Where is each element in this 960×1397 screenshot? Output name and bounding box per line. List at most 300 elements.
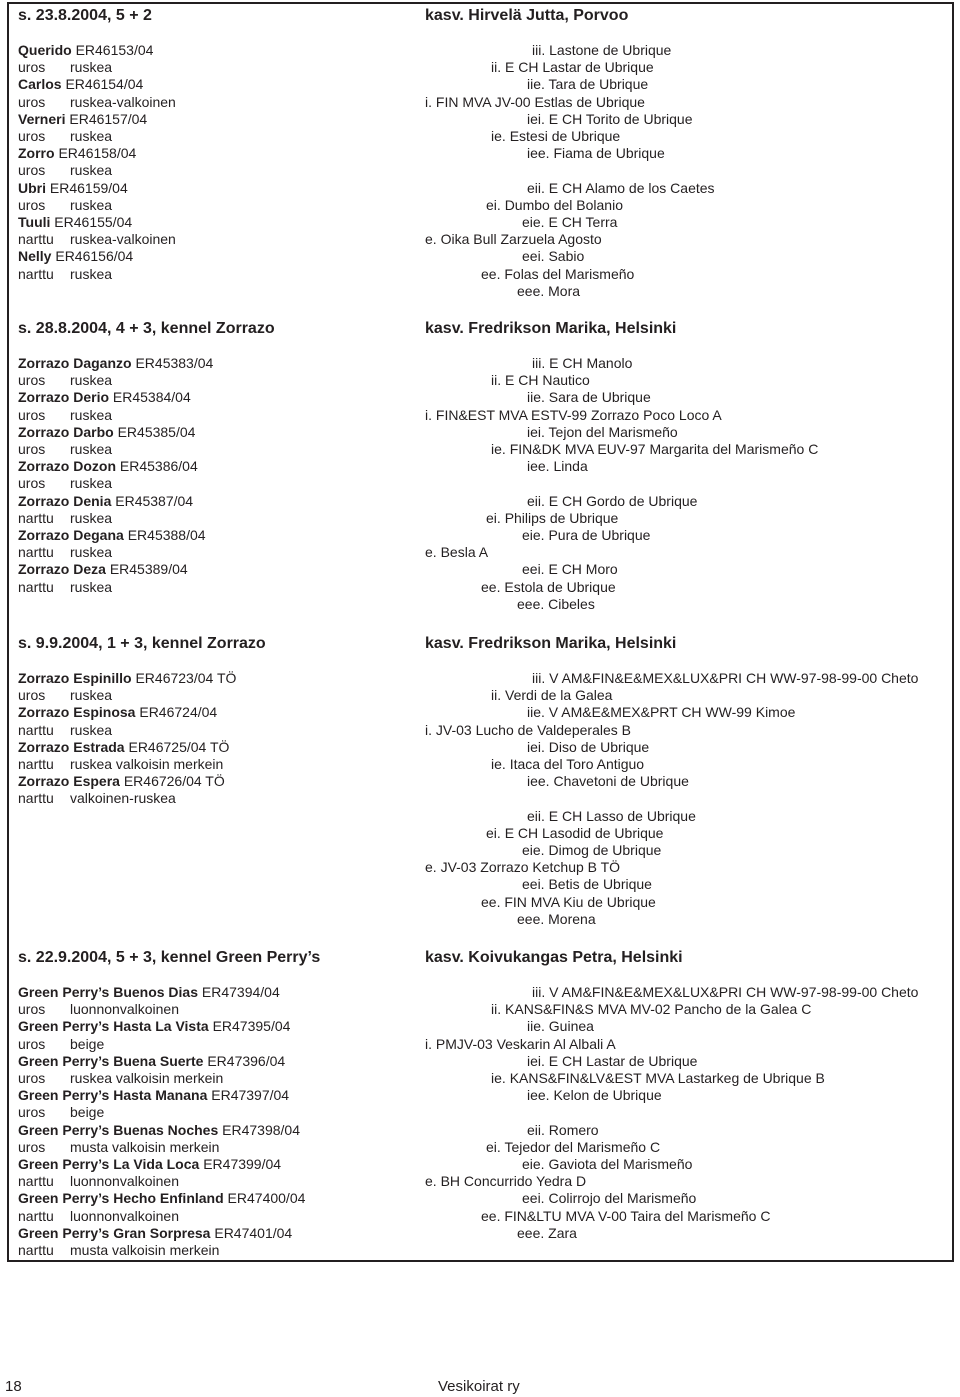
pedigree-entry xyxy=(527,1122,599,1139)
pedigree-position: eie. xyxy=(522,842,545,858)
litter-heading: s. 23.8.2004, 5 + 2 xyxy=(18,7,152,24)
pedigree-position: eie. xyxy=(522,527,545,543)
puppy-color: musta valkoisin merkein xyxy=(70,1138,220,1155)
pedigree-position: iii. xyxy=(532,355,546,371)
pedigree-position: iii. xyxy=(532,984,546,1000)
ancestor-name: Tejedor del Marismeño C xyxy=(504,1138,661,1155)
ancestor-name: Guinea xyxy=(548,1018,594,1035)
pedigree-entry xyxy=(491,756,644,773)
ancestor-name: V AM&E&MEX&PRT CH WW-99 Kimoe xyxy=(548,704,796,721)
puppy-details-line xyxy=(18,544,213,561)
puppy-details-line xyxy=(18,722,236,739)
puppy-sex: uros xyxy=(18,196,46,213)
puppy-reg-number: ER47400/04 xyxy=(227,1190,306,1207)
pedigree-position: iei. xyxy=(527,110,545,127)
puppy-reg-number: ER46157/04 xyxy=(69,110,148,127)
puppy-name: Green Perry’s Hasta La Vista xyxy=(18,1018,209,1035)
pedigree-entry xyxy=(425,1036,616,1053)
ancestor-name: E CH Manolo xyxy=(549,355,633,371)
pedigree-entry xyxy=(527,1018,594,1035)
pedigree-position: iei. xyxy=(527,423,545,440)
puppy-sex: uros xyxy=(18,372,46,389)
puppy-name: Green Perry’s Buenos Dias xyxy=(18,984,199,1000)
puppy-color: ruskea xyxy=(70,265,113,282)
pedigree-position: ie. xyxy=(491,441,506,457)
puppy-name-line xyxy=(18,248,176,265)
ancestor-name: Mora xyxy=(548,282,581,299)
pedigree-position: ee. xyxy=(481,265,501,282)
puppy-sex: uros xyxy=(18,1104,46,1121)
pedigree-entry xyxy=(486,197,623,214)
puppy-name-line xyxy=(18,773,236,790)
pedigree-entry xyxy=(527,739,649,756)
pedigree-entry xyxy=(491,372,590,389)
pedigree-position: e. xyxy=(425,1173,437,1190)
puppy-color: ruskea xyxy=(70,128,113,145)
pedigree-entry xyxy=(522,876,652,893)
puppy-name: Zorrazo Degana xyxy=(18,527,124,544)
puppy-reg-number: ER46726/04 TÖ xyxy=(123,773,225,790)
ancestor-name: V AM&FIN&E&MEX&LUX&PRI CH WW-97-98-99-00 Cheto xyxy=(549,984,919,1000)
puppy-name-line xyxy=(18,145,176,162)
pedigree-position: eii. xyxy=(527,179,545,196)
ancestor-name: E CH Lasodid de Ubrique xyxy=(504,824,664,841)
ancestor-name: Linda xyxy=(553,458,588,475)
pedigree-entry xyxy=(522,842,661,859)
puppy-color: ruskea xyxy=(70,687,113,704)
puppy-sex: narttu xyxy=(18,1207,54,1224)
puppy-details-line xyxy=(18,1070,305,1087)
puppy-sex: narttu xyxy=(18,509,54,526)
puppy-name-line xyxy=(18,561,213,578)
pedigree-position: ie. xyxy=(491,128,506,144)
puppy-sex: uros xyxy=(18,128,46,145)
pedigree-position: eee. xyxy=(517,595,545,612)
pedigree-entry xyxy=(527,704,795,721)
puppy-details-line xyxy=(18,510,213,527)
pedigree-entry xyxy=(481,1208,770,1225)
ancestor-name: Besla A xyxy=(440,544,489,561)
puppy-name: Zorrazo Darbo xyxy=(18,423,114,440)
pedigree-entry xyxy=(532,355,632,372)
pedigree-position: iii. xyxy=(532,42,546,58)
puppy-details-line xyxy=(18,231,176,248)
litter-heading: s. 22.9.2004, 5 + 3, kennel Green Perry’s xyxy=(18,949,321,966)
puppy-list xyxy=(18,670,236,808)
puppy-sex: uros xyxy=(18,93,46,110)
puppy-name: Green Perry’s Buena Suerte xyxy=(18,1052,204,1069)
ancestor-name: KANS&FIN&S MVA MV-02 Pancho de la Galea C xyxy=(505,1001,812,1018)
puppy-reg-number: ER45384/04 xyxy=(112,389,191,406)
puppy-details-line xyxy=(18,1036,305,1053)
ancestor-name: Morena xyxy=(548,910,596,927)
pedigree-position: ii. xyxy=(491,1001,502,1018)
ancestor-name: Estesi de Ubrique xyxy=(509,128,621,144)
pedigree-entry xyxy=(425,1173,586,1190)
puppy-color: ruskea xyxy=(70,406,113,423)
puppy-details-line xyxy=(18,790,236,807)
ancestor-name: Sara de Ubrique xyxy=(548,389,651,406)
pedigree-entry xyxy=(491,441,818,458)
page-number: 18 xyxy=(5,1378,22,1395)
pedigree-entry xyxy=(491,128,620,145)
litter-heading: s. 9.9.2004, 1 + 3, kennel Zorrazo xyxy=(18,635,266,652)
pedigree-position: iei. xyxy=(527,1052,545,1069)
puppy-name-line xyxy=(18,355,213,372)
puppy-reg-number: ER46156/04 xyxy=(55,248,134,265)
pedigree-position: ie. xyxy=(491,756,506,772)
ancestor-name: Dumbo del Bolanio xyxy=(504,196,623,213)
puppy-name-line xyxy=(18,214,176,231)
pedigree-entry xyxy=(481,894,656,911)
puppy-color: luonnonvalkoinen xyxy=(70,1001,179,1018)
ancestor-name: Philips de Ubrique xyxy=(504,509,619,526)
puppy-name-line xyxy=(18,739,236,756)
litter-heading: s. 28.8.2004, 4 + 3, kennel Zorrazo xyxy=(18,320,275,337)
puppy-name: Zorrazo Deza xyxy=(18,561,106,578)
ancestor-name: FIN MVA JV-00 Estlas de Ubrique xyxy=(435,93,645,110)
puppy-sex: uros xyxy=(18,1138,46,1155)
pedigree-entry xyxy=(481,266,634,283)
breeder-heading: kasv. Fredrikson Marika, Helsinki xyxy=(425,320,677,337)
puppy-details-line xyxy=(18,441,213,458)
ancestor-name: JV-03 Zorrazo Ketchup B TÖ xyxy=(440,859,621,876)
puppy-sex: uros xyxy=(18,475,46,492)
puppy-reg-number: ER47401/04 xyxy=(214,1224,293,1241)
pedigree-entry xyxy=(527,180,715,197)
puppy-details-line xyxy=(18,162,176,179)
puppy-sex: narttu xyxy=(18,1242,54,1259)
puppy-list xyxy=(18,355,213,596)
puppy-details-line xyxy=(18,1208,305,1225)
puppy-color: ruskea xyxy=(70,475,113,492)
puppy-color: ruskea xyxy=(70,162,113,179)
puppy-color: ruskea xyxy=(70,509,113,526)
breeder-heading: kasv. Hirvelä Jutta, Porvoo xyxy=(425,7,629,24)
pedigree-position: ei. xyxy=(486,509,501,526)
pedigree-entry xyxy=(527,76,648,93)
puppy-color: ruskea xyxy=(70,372,113,389)
puppy-name: Querido xyxy=(18,42,72,58)
ancestor-name: Folas del Marismeño xyxy=(504,265,635,282)
puppy-sex: uros xyxy=(18,1035,46,1052)
puppy-name-line xyxy=(18,458,213,475)
puppy-list xyxy=(18,42,176,283)
pedigree-entry xyxy=(527,389,651,406)
puppy-name: Green Perry’s Hecho Enfinland xyxy=(18,1190,224,1207)
pedigree-position: iee. xyxy=(527,458,550,475)
puppy-sex: uros xyxy=(18,687,46,704)
puppy-color: musta valkoisin merkein xyxy=(70,1242,220,1259)
pedigree-entry xyxy=(425,231,602,248)
puppy-sex: narttu xyxy=(18,231,54,248)
pedigree-position: eie. xyxy=(522,214,545,230)
puppy-name: Carlos xyxy=(18,76,62,93)
puppy-reg-number: ER46159/04 xyxy=(49,179,128,196)
ancestor-name: FIN MVA Kiu de Ubrique xyxy=(504,893,656,910)
puppy-reg-number: ER46723/04 TÖ xyxy=(135,670,237,686)
pedigree-entry xyxy=(425,407,722,424)
pedigree-entry xyxy=(522,214,617,231)
puppy-name: Green Perry’s Buenas Noches xyxy=(18,1121,219,1138)
puppy-color: valkoinen-ruskea xyxy=(70,790,176,807)
puppy-name-line xyxy=(18,389,213,406)
pedigree-entry xyxy=(486,825,663,842)
ancestor-name: Tara de Ubrique xyxy=(548,76,649,93)
pedigree-position: i. xyxy=(425,721,432,738)
pedigree-entry xyxy=(486,1139,660,1156)
puppy-name: Zorrazo Estrada xyxy=(18,738,125,755)
ancestor-name: Diso de Ubrique xyxy=(548,738,650,755)
pedigree-entry xyxy=(527,808,696,825)
puppy-sex: narttu xyxy=(18,790,54,807)
pedigree-entry xyxy=(425,859,620,876)
pedigree-position: ee. xyxy=(481,893,501,910)
puppy-color: ruskea xyxy=(70,578,113,595)
ancestor-name: E CH Nautico xyxy=(505,372,590,389)
pedigree-entry xyxy=(532,670,918,687)
pedigree-position: eii. xyxy=(527,492,545,509)
pedigree-entry xyxy=(517,283,580,300)
pedigree-position: iee. xyxy=(527,145,550,162)
puppy-name: Zorrazo Daganzo xyxy=(18,355,132,371)
ancestor-name: Colirrojo del Marismeño xyxy=(548,1190,697,1207)
pedigree-position: eee. xyxy=(517,1224,545,1241)
pedigree-position: i. xyxy=(425,1035,432,1052)
ancestor-name: Cibeles xyxy=(548,595,595,612)
ancestor-name: E CH Gordo de Ubrique xyxy=(548,492,698,509)
pedigree-position: ii. xyxy=(491,59,502,76)
puppy-reg-number: ER46724/04 xyxy=(139,704,218,721)
pedigree-entry xyxy=(527,458,588,475)
puppy-reg-number: ER47398/04 xyxy=(222,1121,300,1138)
ancestor-name: Fiama de Ubrique xyxy=(553,145,665,162)
puppy-reg-number: ER46154/04 xyxy=(65,76,144,93)
puppy-reg-number: ER45383/04 xyxy=(135,355,214,371)
pedigree-position: e. xyxy=(425,231,437,248)
ancestor-name: BH Concurrido Yedra D xyxy=(440,1173,587,1190)
puppy-reg-number: ER45388/04 xyxy=(127,527,206,544)
ancestor-name: Kelon de Ubrique xyxy=(553,1087,662,1104)
pedigree-position: eei. xyxy=(522,561,545,578)
pedigree-position: ii. xyxy=(491,687,502,704)
ancestor-name: Pura de Ubrique xyxy=(548,527,651,543)
puppy-name: Green Perry’s Gran Sorpresa xyxy=(18,1224,211,1241)
puppy-reg-number: ER47396/04 xyxy=(207,1052,286,1069)
puppy-details-line xyxy=(18,579,213,596)
puppy-name: Zorrazo Derio xyxy=(18,389,110,406)
ancestor-name: E CH Alamo de los Caetes xyxy=(548,179,715,196)
puppy-name-line xyxy=(18,1018,305,1035)
pedigree-position: eee. xyxy=(517,910,545,927)
ancestor-name: Oika Bull Zarzuela Agosto xyxy=(440,231,602,248)
pedigree-position: iei. xyxy=(527,738,545,755)
puppy-name: Zorrazo Denia xyxy=(18,492,112,509)
pedigree-entry xyxy=(481,579,616,596)
puppy-name-line xyxy=(18,527,213,544)
puppy-details-line xyxy=(18,687,236,704)
pedigree-entry xyxy=(522,527,650,544)
puppy-sex: uros xyxy=(18,59,46,76)
pedigree-entry xyxy=(425,94,645,111)
pedigree-position: eei. xyxy=(522,876,545,893)
puppy-name-line xyxy=(18,180,176,197)
puppy-color: ruskea xyxy=(70,441,113,458)
puppy-color: ruskea valkoisin merkein xyxy=(70,756,224,773)
pedigree-entry xyxy=(532,984,918,1001)
puppy-name: Zorrazo Espera xyxy=(18,773,120,790)
puppy-details-line xyxy=(18,1104,305,1121)
ancestor-name: KANS&FIN&LV&EST MVA Lastarkeg de Ubrique B xyxy=(509,1070,825,1086)
pedigree-entry xyxy=(517,596,595,613)
puppy-name: Tuuli xyxy=(18,214,51,231)
puppy-details-line xyxy=(18,475,213,492)
puppy-reg-number: ER47394/04 xyxy=(201,984,280,1000)
pedigree-position: iee. xyxy=(527,773,550,790)
puppy-reg-number: ER46155/04 xyxy=(54,214,133,231)
pedigree-entry xyxy=(425,722,631,739)
pedigree-entry xyxy=(527,493,697,510)
pedigree-entry xyxy=(527,111,693,128)
puppy-details-line xyxy=(18,128,176,145)
pedigree-position: ei. xyxy=(486,1138,501,1155)
puppy-name: Zorrazo Dozon xyxy=(18,458,116,475)
puppy-color: beige xyxy=(70,1035,105,1052)
puppy-color: ruskea xyxy=(70,721,113,738)
puppy-name-line xyxy=(18,42,176,59)
puppy-name-line xyxy=(18,670,236,687)
pedigree-entry xyxy=(491,1001,811,1018)
puppy-sex: narttu xyxy=(18,1173,54,1190)
puppy-color: ruskea xyxy=(70,544,113,561)
ancestor-name: FIN&LTU MVA V-00 Taira del Marismeño C xyxy=(504,1207,771,1224)
puppy-reg-number: ER45386/04 xyxy=(119,458,198,475)
pedigree-position: ee. xyxy=(481,1207,501,1224)
ancestor-name: FIN&DK MVA EUV-97 Margarita del Marismeño C xyxy=(509,441,819,457)
pedigree-entry xyxy=(491,687,612,704)
ancestor-name: E CH Lastar de Ubrique xyxy=(548,1052,698,1069)
pedigree-position: iie. xyxy=(527,704,545,721)
puppy-sex: uros xyxy=(18,1001,46,1018)
pedigree-position: iii. xyxy=(532,670,546,686)
ancestor-name: Chavetoni de Ubrique xyxy=(553,773,689,790)
pedigree-entry xyxy=(532,42,671,59)
puppy-color: ruskea-valkoinen xyxy=(70,93,176,110)
puppy-color: luonnonvalkoinen xyxy=(70,1207,179,1224)
pedigree-entry xyxy=(527,773,689,790)
breeder-heading: kasv. Koivukangas Petra, Helsinki xyxy=(425,949,683,966)
puppy-reg-number: ER46153/04 xyxy=(75,42,154,58)
puppy-sex: narttu xyxy=(18,265,54,282)
pedigree-position: eii. xyxy=(527,807,545,824)
puppy-details-line xyxy=(18,266,176,283)
puppy-name: Verneri xyxy=(18,110,66,127)
puppy-details-line xyxy=(18,1139,305,1156)
ancestor-name: FIN&EST MVA ESTV-99 Zorrazo Poco Loco A xyxy=(435,406,722,423)
pedigree-position: iie. xyxy=(527,389,545,406)
puppy-details-line xyxy=(18,372,213,389)
pedigree-entry xyxy=(522,248,584,265)
ancestor-name: Tejon del Marismeño xyxy=(548,423,678,440)
puppy-details-line xyxy=(18,197,176,214)
ancestor-name: Itaca del Toro Antiguo xyxy=(509,756,645,772)
puppy-name: Zorro xyxy=(18,145,55,162)
ancestor-name: E CH Terra xyxy=(548,214,618,230)
pedigree-position: eii. xyxy=(527,1121,545,1138)
puppy-reg-number: ER45385/04 xyxy=(117,423,196,440)
puppy-details-line xyxy=(18,1001,305,1018)
puppy-name-line xyxy=(18,1156,305,1173)
puppy-sex: uros xyxy=(18,1070,46,1087)
ancestor-name: E CH Moro xyxy=(548,561,618,578)
pedigree-position: iee. xyxy=(527,1087,550,1104)
puppy-color: beige xyxy=(70,1104,105,1121)
ancestor-name: Gaviota del Marismeño xyxy=(548,1156,693,1172)
pedigree-position: iie. xyxy=(527,1018,545,1035)
ancestor-name: Lastone de Ubrique xyxy=(549,42,672,58)
puppy-name: Nelly xyxy=(18,248,52,265)
puppy-name-line xyxy=(18,704,236,721)
puppy-sex: narttu xyxy=(18,578,54,595)
puppy-sex: narttu xyxy=(18,721,54,738)
puppy-list xyxy=(18,984,305,1259)
ancestor-name: PMJV-03 Veskarin Al Albali A xyxy=(435,1035,616,1052)
ancestor-name: E CH Lastar de Ubrique xyxy=(505,59,654,76)
puppy-sex: narttu xyxy=(18,756,54,773)
puppy-details-line xyxy=(18,94,176,111)
puppy-name-line xyxy=(18,1225,305,1242)
pedigree-position: ie. xyxy=(491,1070,506,1086)
ancestor-name: Verdi de la Galea xyxy=(505,687,613,704)
puppy-reg-number: ER47395/04 xyxy=(212,1018,291,1035)
puppy-details-line xyxy=(18,1242,305,1259)
ancestor-name: JV-03 Lucho de Valdeperales B xyxy=(435,721,631,738)
pedigree-entry xyxy=(517,911,596,928)
puppy-details-line xyxy=(18,1173,305,1190)
pedigree-position: eei. xyxy=(522,1190,545,1207)
puppy-reg-number: ER45389/04 xyxy=(109,561,188,578)
publication-name: Vesikoirat ry xyxy=(438,1378,520,1395)
pedigree-position: ee. xyxy=(481,578,501,595)
puppy-name-line xyxy=(18,1087,305,1104)
puppy-name: Green Perry’s La Vida Loca xyxy=(18,1156,200,1173)
puppy-details-line xyxy=(18,59,176,76)
ancestor-name: Romero xyxy=(548,1121,599,1138)
pedigree-entry xyxy=(527,1087,662,1104)
ancestor-name: Estola de Ubrique xyxy=(504,578,616,595)
pedigree-entry xyxy=(425,544,488,561)
ancestor-name: E CH Torito de Ubrique xyxy=(548,110,693,127)
puppy-name-line xyxy=(18,76,176,93)
puppy-sex: narttu xyxy=(18,544,54,561)
puppy-reg-number: ER46158/04 xyxy=(58,145,137,162)
pedigree-entry xyxy=(527,1053,697,1070)
puppy-details-line xyxy=(18,756,236,773)
pedigree-entry xyxy=(517,1225,577,1242)
puppy-sex: uros xyxy=(18,441,46,458)
pedigree-entry xyxy=(522,1190,696,1207)
puppy-color: ruskea valkoisin merkein xyxy=(70,1070,224,1087)
ancestor-name: Sabio xyxy=(548,248,585,265)
pedigree-position: ei. xyxy=(486,824,501,841)
pedigree-entry xyxy=(491,1070,825,1087)
ancestor-name: Betis de Ubrique xyxy=(548,876,652,893)
puppy-name-line xyxy=(18,984,305,1001)
puppy-color: luonnonvalkoinen xyxy=(70,1173,179,1190)
puppy-details-line xyxy=(18,407,213,424)
puppy-reg-number: ER45387/04 xyxy=(115,492,194,509)
puppy-color: ruskea xyxy=(70,196,113,213)
